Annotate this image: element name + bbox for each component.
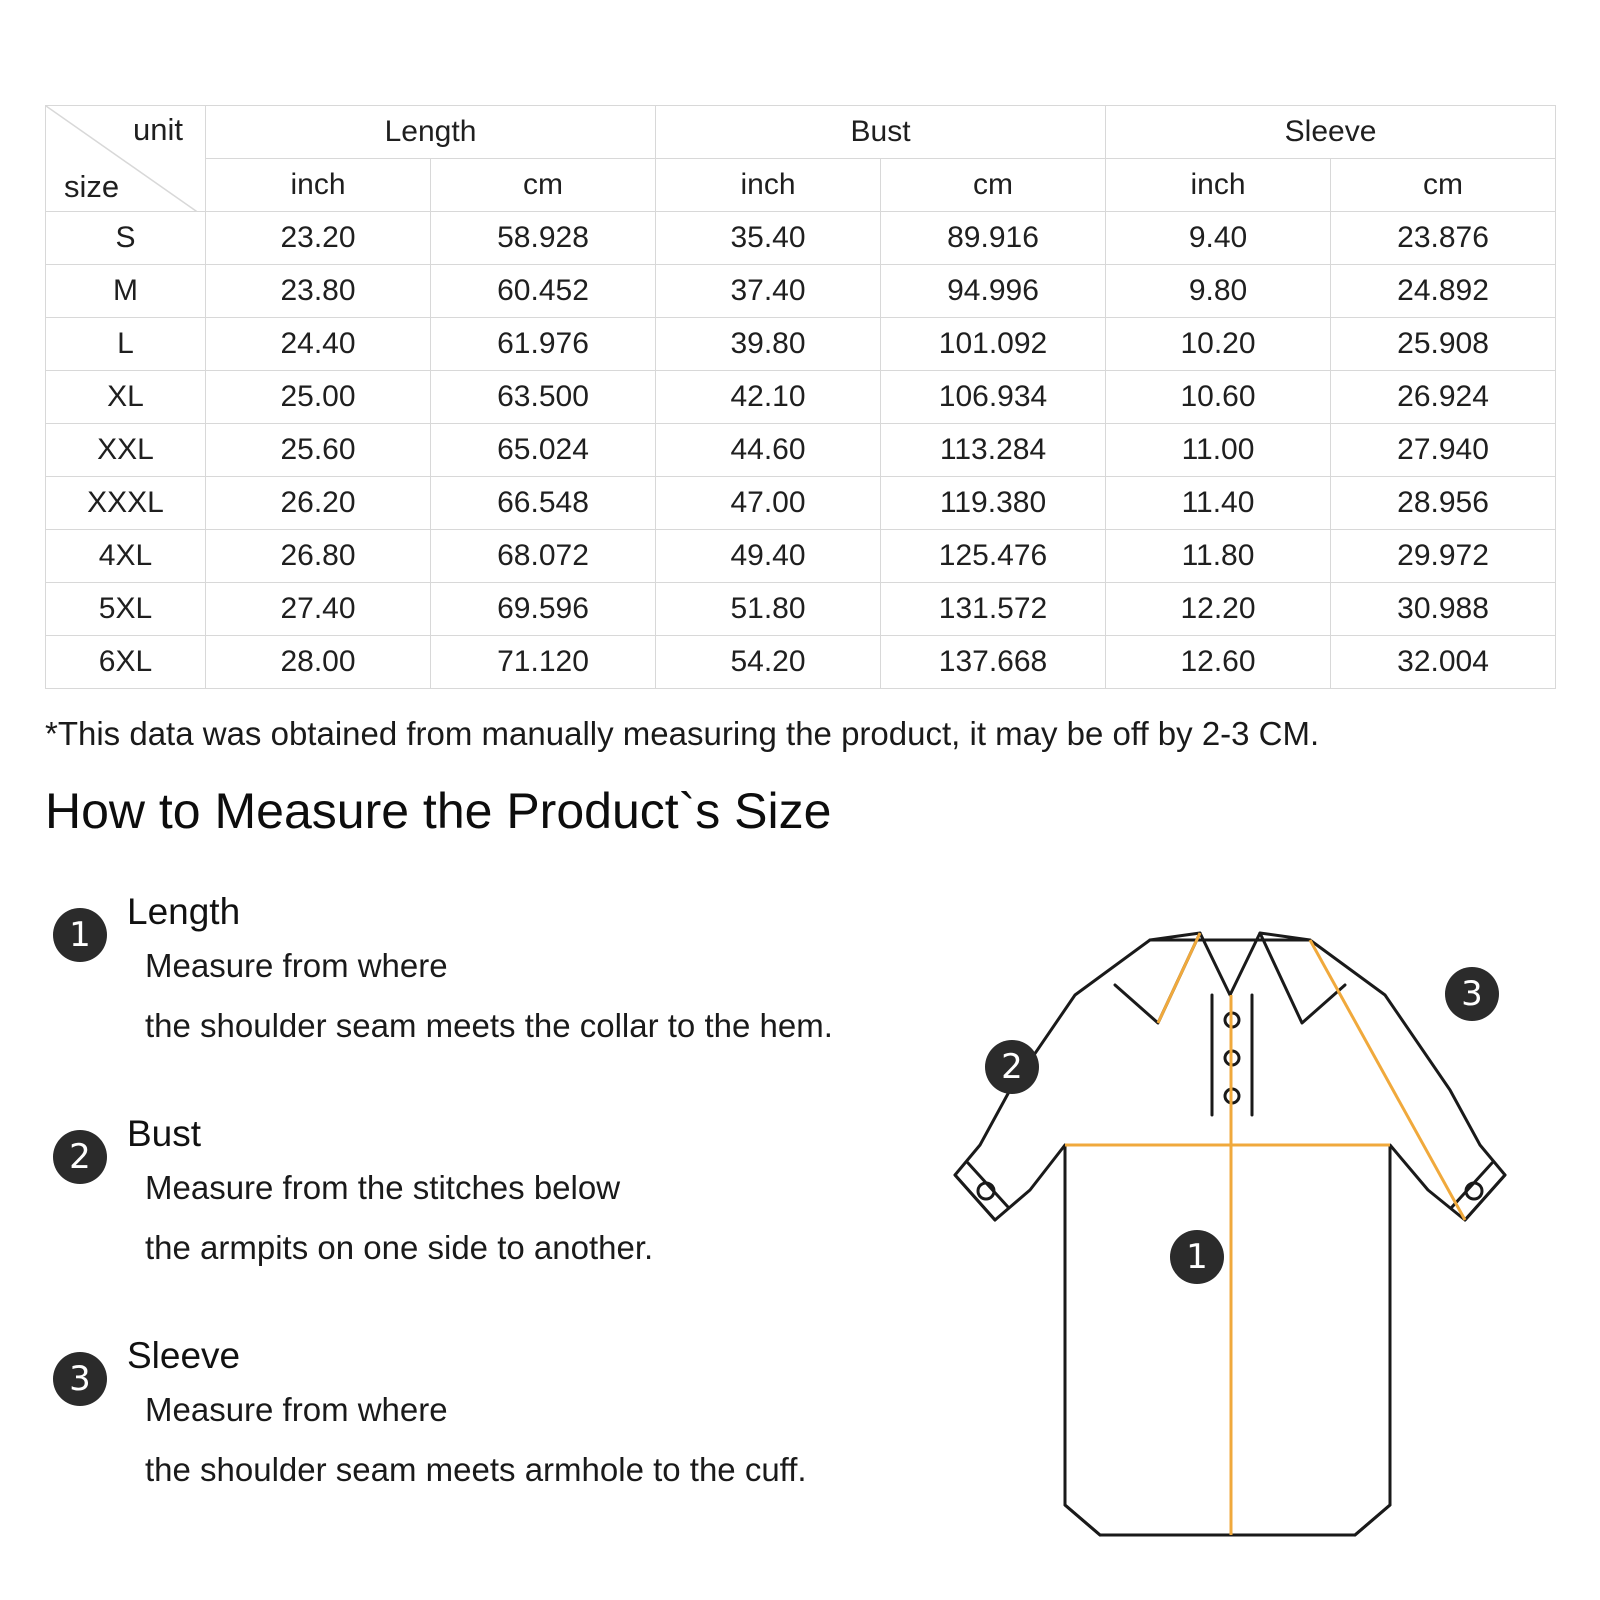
row-size-label: M — [46, 265, 206, 318]
cell-length-cm: 66.548 — [431, 477, 656, 530]
cell-length-inch: 28.00 — [206, 636, 431, 689]
cell-length-cm: 61.976 — [431, 318, 656, 371]
cell-bust-cm: 113.284 — [881, 424, 1106, 477]
cell-bust-cm: 101.092 — [881, 318, 1106, 371]
cell-length-cm: 60.452 — [431, 265, 656, 318]
cell-sleeve-inch: 11.00 — [1106, 424, 1331, 477]
step-desc-line1: Measure from the stitches below — [145, 1169, 621, 1206]
cell-bust-cm: 89.916 — [881, 212, 1106, 265]
table-header-unit-row — [46, 159, 1556, 212]
cell-length-inch: 27.40 — [206, 583, 431, 636]
cell-bust-cm: 125.476 — [881, 530, 1106, 583]
cell-sleeve-inch: 9.40 — [1106, 212, 1331, 265]
cell-length-cm: 63.500 — [431, 371, 656, 424]
cell-length-inch: 26.20 — [206, 477, 431, 530]
table-row — [46, 265, 1556, 318]
step-number-badge-3: 3 — [53, 1352, 107, 1406]
table-row — [46, 636, 1556, 689]
cell-sleeve-inch: 11.40 — [1106, 477, 1331, 530]
cell-sleeve-inch: 10.20 — [1106, 318, 1331, 371]
row-size-label: XXXL — [46, 477, 206, 530]
row-size-label: XL — [46, 371, 206, 424]
cell-length-inch: 25.00 — [206, 371, 431, 424]
step-number-badge-1: 1 — [53, 908, 107, 962]
cell-sleeve-inch: 11.80 — [1106, 530, 1331, 583]
cell-sleeve-cm: 23.876 — [1331, 212, 1556, 265]
corner-unit-label: unit — [133, 112, 183, 147]
cell-bust-inch: 54.20 — [656, 636, 881, 689]
cell-sleeve-cm: 25.908 — [1331, 318, 1556, 371]
measure-steps-list — [45, 890, 985, 1556]
table-unit-sleeve-cm: cm — [1331, 159, 1556, 212]
page-title: How to Measure the Product`s Size — [45, 783, 832, 839]
cell-bust-inch: 49.40 — [656, 530, 881, 583]
row-size-label: 6XL — [46, 636, 206, 689]
table-row — [46, 530, 1556, 583]
cell-bust-cm: 131.572 — [881, 583, 1106, 636]
table-unit-sleeve-inch: inch — [1106, 159, 1331, 212]
table-corner-cell — [46, 106, 206, 212]
row-size-label: 4XL — [46, 530, 206, 583]
size-table — [45, 105, 1556, 689]
cell-length-cm: 65.024 — [431, 424, 656, 477]
row-size-label: L — [46, 318, 206, 371]
cell-bust-inch: 35.40 — [656, 212, 881, 265]
cell-bust-cm: 119.380 — [881, 477, 1106, 530]
list-item — [45, 1334, 985, 1500]
cell-sleeve-cm: 27.940 — [1331, 424, 1556, 477]
list-item — [45, 890, 985, 1056]
cell-sleeve-inch: 10.60 — [1106, 371, 1331, 424]
shirt-diagram — [900, 845, 1560, 1565]
cell-sleeve-cm: 26.924 — [1331, 371, 1556, 424]
cell-sleeve-cm: 30.988 — [1331, 583, 1556, 636]
cell-sleeve-inch: 12.20 — [1106, 583, 1331, 636]
step-number-badge-2: 2 — [53, 1130, 107, 1184]
table-row — [46, 477, 1556, 530]
table-row — [46, 318, 1556, 371]
table-row — [46, 583, 1556, 636]
cell-sleeve-inch: 9.80 — [1106, 265, 1331, 318]
size-table-container — [45, 105, 1555, 689]
cell-sleeve-cm: 29.972 — [1331, 530, 1556, 583]
step-desc-line1: Measure from where — [145, 1391, 448, 1428]
table-row — [46, 371, 1556, 424]
step-desc-line2: the shoulder seam meets the collar to the hem. — [145, 1007, 833, 1044]
cell-bust-inch: 37.40 — [656, 265, 881, 318]
row-size-label: XXL — [46, 424, 206, 477]
cell-bust-cm: 94.996 — [881, 265, 1106, 318]
table-group-sleeve: Sleeve — [1106, 106, 1556, 159]
step-content — [127, 1112, 985, 1278]
table-unit-length-cm: cm — [431, 159, 656, 212]
cell-length-cm: 69.596 — [431, 583, 656, 636]
cell-length-cm: 71.120 — [431, 636, 656, 689]
table-header-group-row — [46, 106, 1556, 159]
cell-length-cm: 68.072 — [431, 530, 656, 583]
cell-sleeve-inch: 12.60 — [1106, 636, 1331, 689]
cell-length-cm: 58.928 — [431, 212, 656, 265]
cell-bust-inch: 39.80 — [656, 318, 881, 371]
measurement-disclaimer: *This data was obtained from manually measuring the product, it may be off by 2-3 CM. — [45, 715, 1320, 752]
cell-bust-inch: 42.10 — [656, 371, 881, 424]
cell-bust-inch: 47.00 — [656, 477, 881, 530]
step-desc — [145, 1158, 985, 1278]
cell-length-inch: 26.80 — [206, 530, 431, 583]
step-title-bust: Bust — [127, 1113, 202, 1154]
cell-sleeve-cm: 28.956 — [1331, 477, 1556, 530]
row-size-label: S — [46, 212, 206, 265]
diagram-marker-3: 3 — [1445, 967, 1499, 1021]
corner-size-label: size — [64, 169, 120, 204]
cell-length-inch: 23.80 — [206, 265, 431, 318]
table-group-bust: Bust — [656, 106, 1106, 159]
table-unit-length-inch: inch — [206, 159, 431, 212]
table-group-length: Length — [206, 106, 656, 159]
step-desc-line2: the armpits on one side to another. — [145, 1229, 654, 1266]
cell-bust-cm: 106.934 — [881, 371, 1106, 424]
cell-bust-cm: 137.668 — [881, 636, 1106, 689]
cell-bust-inch: 51.80 — [656, 583, 881, 636]
cell-sleeve-cm: 32.004 — [1331, 636, 1556, 689]
step-title-length: Length — [127, 891, 241, 932]
cell-sleeve-cm: 24.892 — [1331, 265, 1556, 318]
diagram-marker-2: 2 — [985, 1040, 1039, 1094]
row-size-label: 5XL — [46, 583, 206, 636]
step-content — [127, 1334, 985, 1500]
cell-length-inch: 25.60 — [206, 424, 431, 477]
step-desc — [145, 936, 985, 1056]
cell-length-inch: 24.40 — [206, 318, 431, 371]
table-row — [46, 424, 1556, 477]
cell-bust-inch: 44.60 — [656, 424, 881, 477]
step-desc — [145, 1380, 985, 1500]
cell-length-inch: 23.20 — [206, 212, 431, 265]
table-unit-bust-cm: cm — [881, 159, 1106, 212]
step-desc-line2: the shoulder seam meets armhole to the cuff. — [145, 1451, 807, 1488]
step-title-sleeve: Sleeve — [127, 1335, 241, 1376]
diagram-marker-1: 1 — [1170, 1230, 1224, 1284]
shirt-illustration — [900, 845, 1560, 1565]
table-unit-bust-inch: inch — [656, 159, 881, 212]
table-row — [46, 212, 1556, 265]
step-desc-line1: Measure from where — [145, 947, 448, 984]
step-content — [127, 890, 985, 1056]
list-item — [45, 1112, 985, 1278]
